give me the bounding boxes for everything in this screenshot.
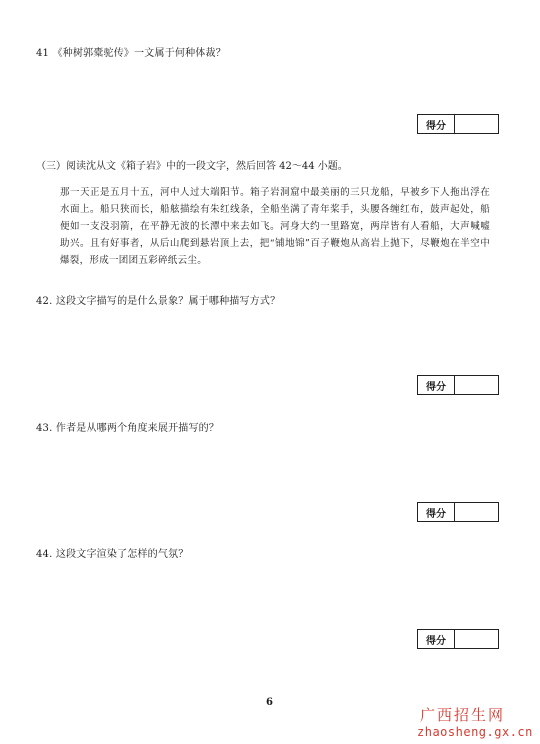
score-box-42 <box>417 375 499 395</box>
section-heading: （三）阅读沈从文《箱子岩》中的一段文字，然后回答 42～44 小题。 <box>36 161 348 172</box>
score-label: 得分 <box>418 376 455 394</box>
score-label: 得分 <box>418 503 455 521</box>
question-41: 41 《种树郭橐驼传》一文属于何种体裁？ <box>36 48 226 59</box>
score-label: 得分 <box>418 115 455 133</box>
page-number: 6 <box>266 697 273 708</box>
watermark-title: 广西招生网 <box>420 706 506 724</box>
score-entry-cell[interactable] <box>455 503 498 521</box>
reading-passage: 那一天正是五月十五，河中人过大端阳节。箱子岩洞窟中最美丽的三只龙船，早被乡下人拖出浮在水面上。船只狭而长，船舷描绘有朱红线条，全船坐满了青年桨手，头腰各缠红布，鼓声起处，船便如一支没羽箭，在平静无波的长潭中来去如飞。河身大约一里路宽，两岸皆有人看船，大声喊嘘助兴。且有好事者，从后山爬到悬岩顶上去，把“铺地锦”百子鞭炮从高岩上抛下，尽鞭炮在半空中爆裂，形成一团团五彩碎纸云尘。 <box>60 187 490 266</box>
score-box-44 <box>417 629 499 649</box>
question-42: 42. 这段文字描写的是什么景象？属于哪种描写方式？ <box>36 296 281 307</box>
question-44: 44. 这段文字渲染了怎样的气氛？ <box>36 549 189 560</box>
watermark-url: zhaosheng.gx.cn <box>417 725 533 739</box>
score-entry-cell[interactable] <box>455 376 498 394</box>
question-43: 43. 作者是从哪两个角度来展开描写的？ <box>36 423 220 434</box>
score-entry-cell[interactable] <box>455 630 498 648</box>
score-box-41 <box>417 114 499 134</box>
score-label: 得分 <box>418 630 455 648</box>
score-box-43 <box>417 502 499 522</box>
score-entry-cell[interactable] <box>455 115 498 133</box>
